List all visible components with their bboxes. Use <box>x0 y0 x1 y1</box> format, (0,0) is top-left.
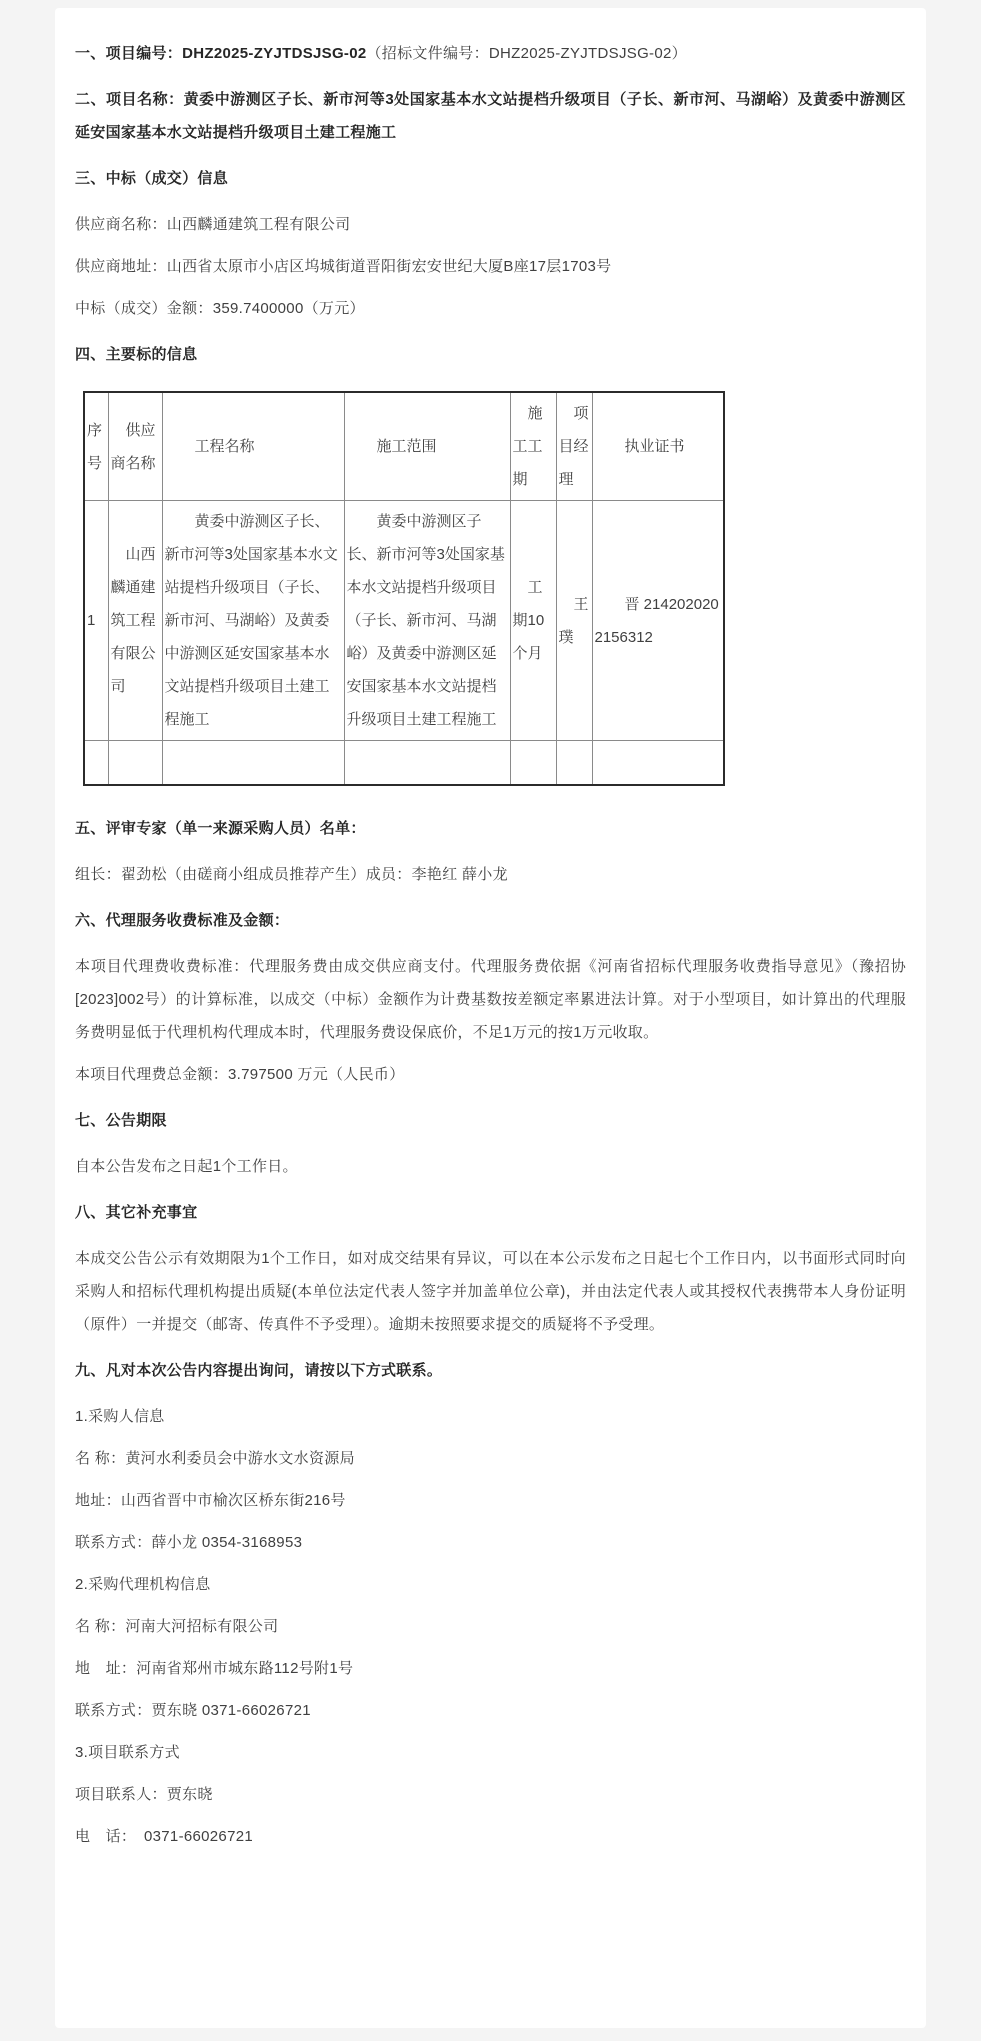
cell-construction-period: 工期10个月 <box>510 501 556 741</box>
contact-project-title: 3.项目联系方式 <box>75 1743 180 1761</box>
announcement-document <box>55 8 926 2028</box>
cell-practice-certificate: 晋 2142020202156312 <box>592 501 724 741</box>
empty-cell <box>162 741 344 785</box>
cell-project-manager: 王璞 <box>556 501 592 741</box>
section-agency-fee-heading: 六、代理服务收费标准及金额： <box>75 911 290 929</box>
section-award-info-heading: 三、中标（成交）信息 <box>75 170 229 187</box>
project-number-bold: 一、项目编号：DHZ2025-ZYJTDSJSG-02 <box>75 45 367 62</box>
contact-purchaser-phone: 联系方式：薛小龙 0354-3168953 <box>75 1533 303 1551</box>
contact-agency-phone: 联系方式：贾东晓 0371-66026721 <box>75 1701 311 1719</box>
header-project-name: 工程名称 <box>162 392 344 501</box>
section-project-name: 二、项目名称：黄委中游测区子长、新市河等3处国家基本水文站提档升级项目（子长、新市河、马湖峪）及黄委中游测区延安国家基本水文站提档升级项目土建工程施工 <box>75 91 906 141</box>
empty-cell <box>592 741 724 785</box>
section-project-number <box>75 37 906 70</box>
subject-info-table <box>83 391 725 786</box>
cell-construction-scope: 黄委中游测区子长、新市河等3处国家基本水文站提档升级项目（子长、新市河、马湖峪）及黄委中游测区延安国家基本水文站提档升级项目土建工程施工 <box>344 501 510 741</box>
empty-cell <box>84 741 108 785</box>
header-project-manager: 项目经理 <box>556 392 592 501</box>
header-practice-certificate: 执业证书 <box>592 392 724 501</box>
table-header-row <box>84 392 724 501</box>
contact-purchaser-name: 名 称：黄河水利委员会中游水文水资源局 <box>75 1449 355 1467</box>
empty-cell <box>108 741 162 785</box>
cell-serial-number: 1 <box>84 501 108 741</box>
section-contact-heading: 九、凡对本次公告内容提出询问，请按以下方式联系。 <box>75 1361 443 1379</box>
award-amount: 中标（成交）金额：359.7400000（万元） <box>75 300 365 317</box>
supplementary-text: 本成交公告公示有效期限为1个工作日，如对成交结果有异议，可以在本公示发布之日起七个工作日内，以书面形式同时向采购人和招标代理机构提出质疑(本单位法定代表人签字并加盖单位公章)，并由法定代表人或其授权代表携带本人身份证明（原件）一并提交（邮寄、传真件不予受理）。逾期未按照要求提交的质疑将不予受理。 <box>75 1249 906 1333</box>
section-supplementary-heading: 八、其它补充事宜 <box>75 1203 198 1221</box>
empty-cell <box>556 741 592 785</box>
contact-agency-address: 地 址：河南省郑州市城东路112号附1号 <box>75 1659 354 1677</box>
header-supplier-name: 供应商名称 <box>108 392 162 501</box>
empty-cell <box>510 741 556 785</box>
cell-supplier-name: 山西麟通建筑工程有限公司 <box>108 501 162 741</box>
agency-fee-total: 本项目代理费总金额：3.797500 万元（人民币） <box>75 1065 405 1083</box>
experts-list: 组长：翟劲松（由磋商小组成员推荐产生）成员：李艳红 薛小龙 <box>75 865 508 883</box>
contact-project-person: 项目联系人：贾东晓 <box>75 1785 213 1803</box>
contact-agency-name: 名 称：河南大河招标有限公司 <box>75 1617 279 1635</box>
section-subject-info-heading: 四、主要标的信息 <box>75 346 198 363</box>
header-construction-scope: 施工范围 <box>344 392 510 501</box>
section-announcement-period-heading: 七、公告期限 <box>75 1111 167 1129</box>
supplier-address: 供应商地址：山西省太原市小店区坞城街道晋阳街宏安世纪大厦B座17层1703号 <box>75 258 612 275</box>
contact-project-phone: 电 话： 0371-66026721 <box>75 1827 254 1845</box>
header-construction-period: 施工工期 <box>510 392 556 501</box>
supplier-name: 供应商名称：山西麟通建筑工程有限公司 <box>75 216 351 233</box>
contact-purchaser-address: 地址：山西省晋中市榆次区桥东街216号 <box>75 1491 346 1509</box>
empty-cell <box>344 741 510 785</box>
contact-agency-title: 2.采购代理机构信息 <box>75 1575 211 1593</box>
contact-purchaser-title: 1.采购人信息 <box>75 1407 165 1425</box>
announcement-period: 自本公告发布之日起1个工作日。 <box>75 1157 298 1175</box>
tender-doc-number: （招标文件编号：DHZ2025-ZYJTDSJSG-02） <box>366 45 687 62</box>
table-data-row <box>84 501 724 741</box>
header-serial-number: 序号 <box>84 392 108 501</box>
agency-fee-standard: 本项目代理费收费标准：代理服务费由成交供应商支付。代理服务费依据《河南省招标代理服务收费指导意见》（豫招协[2023]002号）的计算标准，以成交（中标）金额作为计费基数按差额定率累进法计算。对于小型项目，如计算出的代理服务费明显低于代理机构代理成本时，代理服务费设保底价，不足1万元的按1万元收取。 <box>75 957 906 1041</box>
cell-project-name: 黄委中游测区子长、新市河等3处国家基本水文站提档升级项目（子长、新市河、马湖峪）及黄委中游测区延安国家基本水文站提档升级项目土建工程施工 <box>162 501 344 741</box>
table-empty-row <box>84 741 724 785</box>
section-experts-heading: 五、评审专家（单一来源采购人员）名单： <box>75 819 366 837</box>
